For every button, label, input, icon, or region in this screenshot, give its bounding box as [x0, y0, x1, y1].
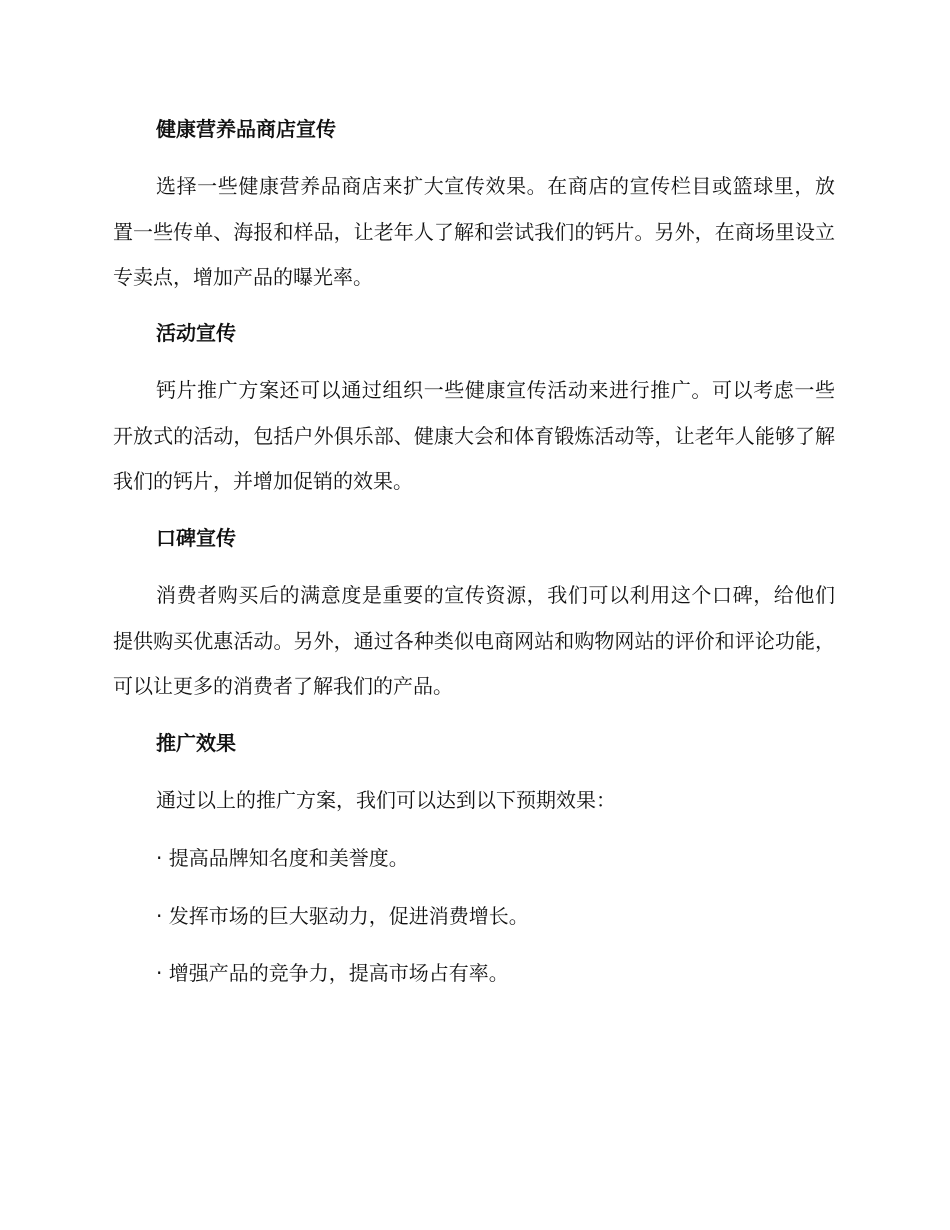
effect-bullet-item: · 发挥市场的巨大驱动力，促进消费增长。: [156, 904, 529, 928]
effect-intro-text: 通过以上的推广方案，我们可以达到以下预期效果：: [156, 788, 616, 812]
effect-bullet-item: · 提高品牌知名度和美誉度。: [156, 846, 409, 870]
section-paragraph-store-promotion: 选择一些健康营养品商店来扩大宣传效果。在商店的宣传栏目或篮球里，放置一些传单、海报和样品，让老年人了解和尝试我们的钙片。另外，在商场里设立专卖点，增加产品的曝光率。: [113, 174, 835, 289]
section-heading-word-of-mouth: 口碑宣传: [156, 526, 236, 550]
section-heading-store-promotion: 健康营养品商店宣传: [156, 117, 336, 141]
effect-bullet-item: · 增强产品的竞争力，提高市场占有率。: [156, 961, 509, 985]
section-paragraph-word-of-mouth: 消费者购买后的满意度是重要的宣传资源，我们可以利用这个口碑，给他们提供购买优惠活动。另外，通过各种类似电商网站和购物网站的评价和评论功能，可以让更多的消费者了解我们的产品。: [113, 583, 835, 698]
section-heading-promotion-effect: 推广效果: [156, 731, 236, 755]
section-heading-event-promotion: 活动宣传: [156, 321, 236, 345]
section-paragraph-event-promotion: 钙片推广方案还可以通过组织一些健康宣传活动来进行推广。可以考虑一些开放式的活动，包括户外俱乐部、健康大会和体育锻炼活动等，让老年人能够了解我们的钙片，并增加促销的效果。: [113, 378, 835, 493]
